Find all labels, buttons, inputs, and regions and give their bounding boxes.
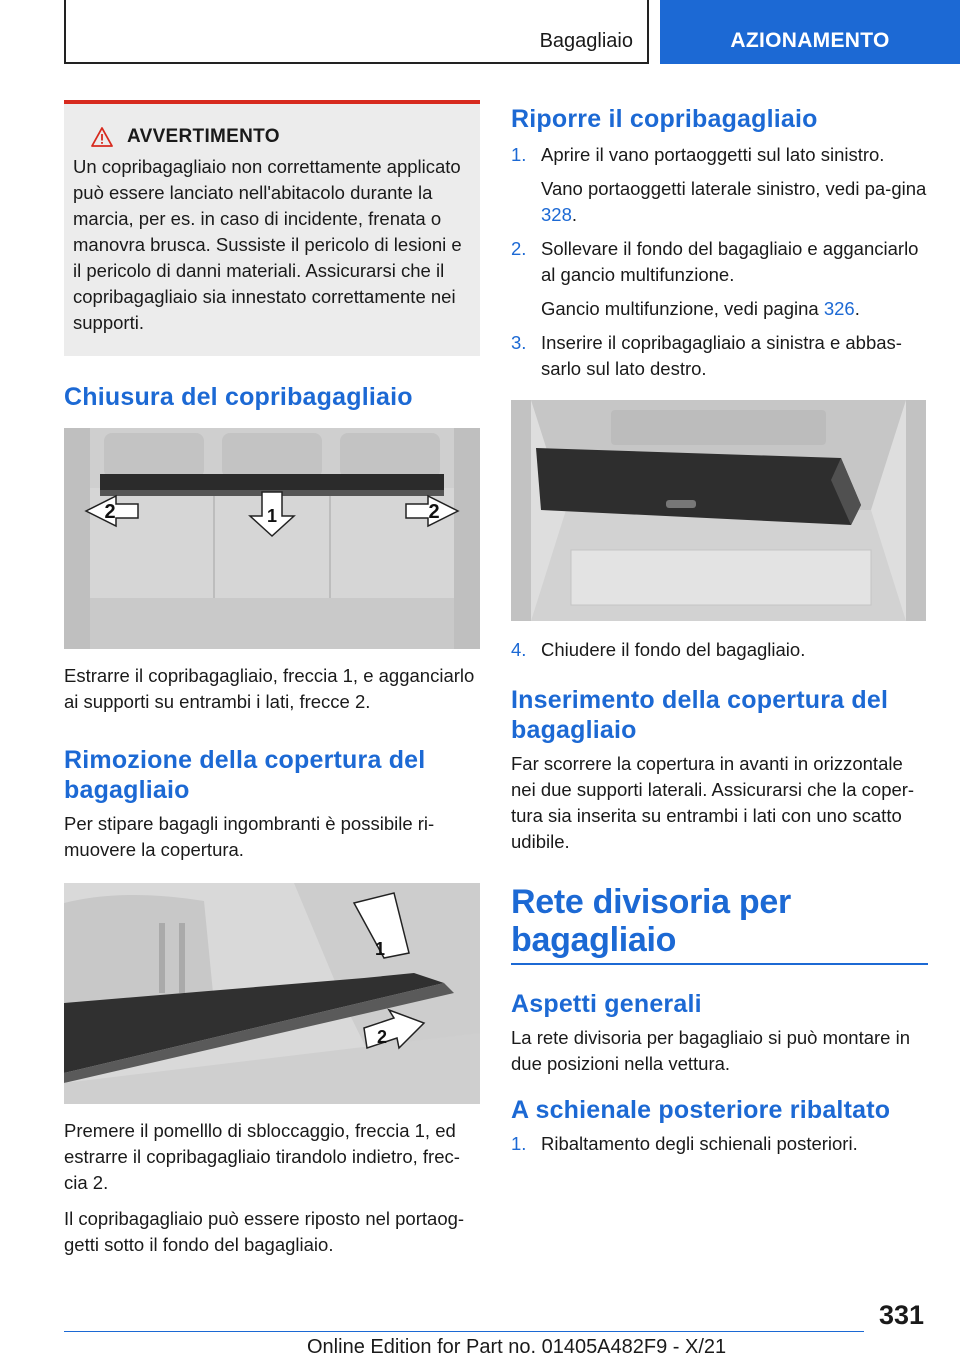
step-text: Aprire il vano portaoggetti sul lato sinistro.	[541, 144, 885, 165]
warning-triangle-icon	[91, 127, 113, 147]
figure-removal-cover	[64, 883, 480, 1104]
figure-arrow-label-1: 1	[374, 939, 386, 959]
step-number: 1.	[511, 1133, 527, 1154]
footer-rule	[64, 1331, 864, 1332]
general-text: La rete divisoria per bagagliaio si può montare in due posizioni nella vettura.	[511, 1027, 911, 1074]
reference-text: Gancio multifunzione, vedi pagina	[541, 298, 824, 319]
figure-arrow-label-2: 2	[376, 1027, 388, 1047]
insertion-heading: Inserimento della copertura del bagagliaio	[511, 686, 889, 744]
left-column	[64, 100, 480, 1258]
page-link[interactable]: 326	[823, 298, 855, 319]
step-text: Sollevare il fondo del bagagliaio e agganciarlo al gancio multifunzione.	[541, 238, 919, 285]
step-number: 1.	[511, 144, 527, 165]
right-column	[511, 100, 928, 1157]
step-text: Inserire il copribagagliaio a sinistra e abbas‐sarlo sul lato destro.	[541, 332, 902, 379]
page-number: 331	[878, 1300, 924, 1330]
warning-title: AVVERTIMENTO	[127, 126, 280, 147]
folded-heading: A schienale posteriore ribaltato	[511, 1096, 891, 1124]
footer-edition: Online Edition for Part no. 01405A482F9 - X/21	[307, 1336, 727, 1358]
figure-arrow-label-2-left: 2	[104, 501, 116, 523]
step-reference	[511, 176, 928, 228]
section-title: Bagagliaio	[539, 30, 633, 52]
closing-caption: Estrarre il copribagagliaio, freccia 1, e agganciarlo ai supporti su entrambi i lati, frecce 2.	[64, 665, 475, 712]
net-heading: Rete divisoria per bagagliaio	[511, 883, 791, 959]
stow-steps	[511, 142, 928, 382]
figure-arrow-label-1: 1	[266, 506, 278, 526]
figure-stow-cover	[511, 400, 926, 621]
removal-text: Per stipare bagagli ingombranti è possibile ri‐muovere la copertura.	[64, 813, 435, 860]
stow-heading: Riporre il copribagagliaio	[511, 105, 818, 133]
insertion-text: Far scorrere la copertura in avanti in orizzontale nei due supporti laterali. Assicurarsi che la coper‐tura sia inserita su entrambi i lati con uno scatto udibile.	[511, 753, 915, 852]
step-number: 3.	[511, 332, 527, 353]
reference-end: .	[854, 298, 860, 319]
general-heading: Aspetti generali	[511, 990, 702, 1018]
page-link[interactable]: 328	[541, 204, 572, 225]
warning-text: Un copribagagliaio non correttamente applicato può essere lanciato nell'abitacolo durante la marcia, per es. in caso di incidente, frenata o manovra brusca. Sussiste il pericolo di lesioni e il pericolo di danni materiali. Assicurarsi che il copribagagliaio sia innestato correttamente nei supporti.	[73, 156, 462, 333]
chapter-title: AZIONAMENTO	[730, 29, 890, 52]
step-text: Ribaltamento degli schienali posteriori.	[541, 1133, 858, 1154]
list-item	[511, 1131, 928, 1157]
list-item	[511, 142, 928, 168]
warning-box	[64, 100, 480, 356]
reference-end: .	[571, 204, 578, 225]
list-item	[511, 330, 928, 382]
step-text: Chiudere il fondo del bagagliaio.	[541, 639, 806, 660]
figure-arrow-label-2-right: 2	[428, 501, 440, 523]
step-reference	[511, 296, 928, 322]
header-chapter-tab	[660, 0, 960, 64]
removal-caption-2: Il copribagagliaio può essere riposto nel portaog‐getti sotto il fondo del bagagliaio.	[64, 1208, 465, 1255]
warning-header	[91, 126, 470, 148]
header-section-tab	[64, 0, 649, 64]
removal-caption-1: Premere il pomelllo di sbloccaggio, freccia 1, ed estrarre il copribagagliaio tirandolo indietro, frec‐cia 2.	[64, 1120, 460, 1193]
reference-text: Vano portaoggetti laterale sinistro, vedi pa‐gina	[541, 178, 927, 199]
heading-rule	[511, 963, 928, 965]
removal-heading: Rimozione della copertura del bagagliaio	[64, 746, 426, 804]
step-number: 2.	[511, 238, 527, 259]
list-item	[511, 637, 928, 663]
list-item	[511, 236, 928, 288]
step-number: 4.	[511, 639, 527, 660]
closing-heading: Chiusura del copribagagliaio	[64, 383, 413, 411]
figure-closing-cover	[64, 428, 480, 649]
